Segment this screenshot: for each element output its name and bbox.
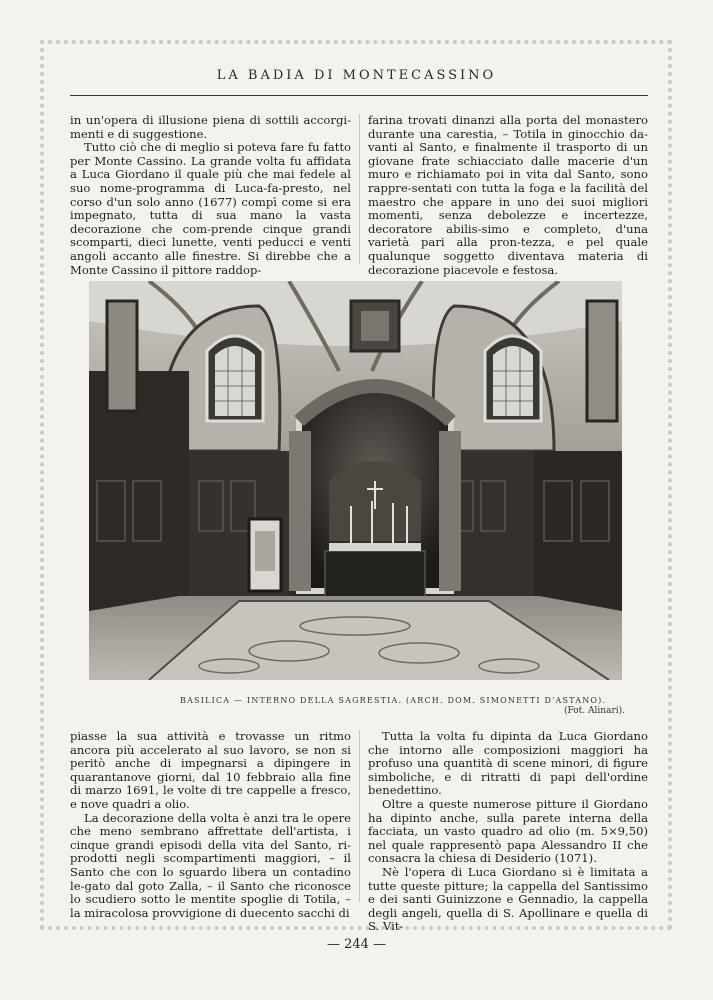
paragraph: Tutto ciò che di meglio si poteva fare fu fatto per Monte Cassino. La grande volta fu affidata a Luca Giordano il quale più che mai fedele al suo nome-programma di Luca-fa-presto, nel corso d'un solo anno (1677) compì come si era impegnato, tutta di sua mano la vasta decorazione che com-prende cinque grandi scomparti, dieci lunette, venti peducci e venti angoli accanto alle finestre. Si direbbe che a Monte Cassino il pittore raddop- — [70, 140, 351, 277]
running-head: LA BADIA DI MONTECASSINO — [216, 68, 497, 83]
page-number: — 244 — — [326, 937, 387, 952]
photo-credit: (Fot. Alinari). — [564, 706, 625, 716]
paragraph: in un'opera di illusione piena di sottili accorgi-menti e di suggestione. — [70, 113, 351, 141]
paragraph: farina trovati dinanzi alla porta del monastero durante una carestia, – Totila in ginocchio da-vanti al Santo, e finalmente il trasporto di un giovane frate schiacciato dalle macerie d'un muro e richiamato poi in vita dal Santo, sono rappre-sentati con tutta la foga e la facilità del maestro che appare in uno dei suoi migliori momenti, senza debolezze e incertezze, decoratore abilis-simo e completo, d'una varietà pari alla pron-tezza, e pel quale qualunque soggetto diventava materia di decorazione piacevole e festosa. — [368, 113, 648, 277]
column-divider — [359, 114, 360, 264]
column-top-left — [70, 114, 351, 277]
column-top-right — [368, 114, 648, 277]
header-rule — [70, 95, 648, 96]
paragraph: piasse la sua attività e trovasse un ritmo ancora più accelerato al suo lavoro, se non si peritò anche di impegnarsi a dipingere in quarantanove giorni, dal 10 febbraio alla fine di marzo 1691, le volte di tre cappelle a fresco, e nove quadri a olio. — [70, 729, 351, 811]
paragraph: La decorazione della volta è anzi tra le opere che meno sembrano affrettate dell'artista, i cinque grandi episodi della vita del Santo, ri-prodotti negli scompartimenti maggiori, – il Santo che con lo sguardo libera un contadino le-gato dal goto Zalla, – il Santo che riconosce lo scudiero sotto le mentite spoglie di Totila, – la miracolosa provvigione di duecento sacchi di — [70, 810, 351, 920]
paragraph: Tutta la volta fu dipinta da Luca Giordano che intorno alle composizioni maggiori ha profuso una quantità di scene minori, di figure simboliche, e di ritratti di papi dell'ordine benedettino. — [368, 729, 648, 798]
column-bottom-right — [368, 730, 648, 934]
column-bottom-left — [70, 730, 351, 920]
column-divider — [359, 730, 360, 902]
paragraph: Nè l'opera di Luca Giordano si è limitata a tutte queste pitture; la cappella del Santissimo e dei santi Guinizzone e Gennadio, la cappella degli angeli, quella di S. Apollinare e quella di S. Vit- — [368, 864, 648, 934]
sacristy-photograph — [89, 281, 622, 680]
paragraph: Oltre a queste numerose pitture il Giordano ha dipinto anche, sulla parete interna della facciata, un vasto quadro ad olio (m. 5×9,50) nel quale rappresentò papa Alessandro II che consacra la chiesa di Desiderio (1071). — [368, 796, 648, 866]
figure-caption: BASILICA — INTERNO DELLA SAGRESTIA. (ARCH. DOM. SIMONETTI D'ASTANO). — [180, 696, 607, 705]
